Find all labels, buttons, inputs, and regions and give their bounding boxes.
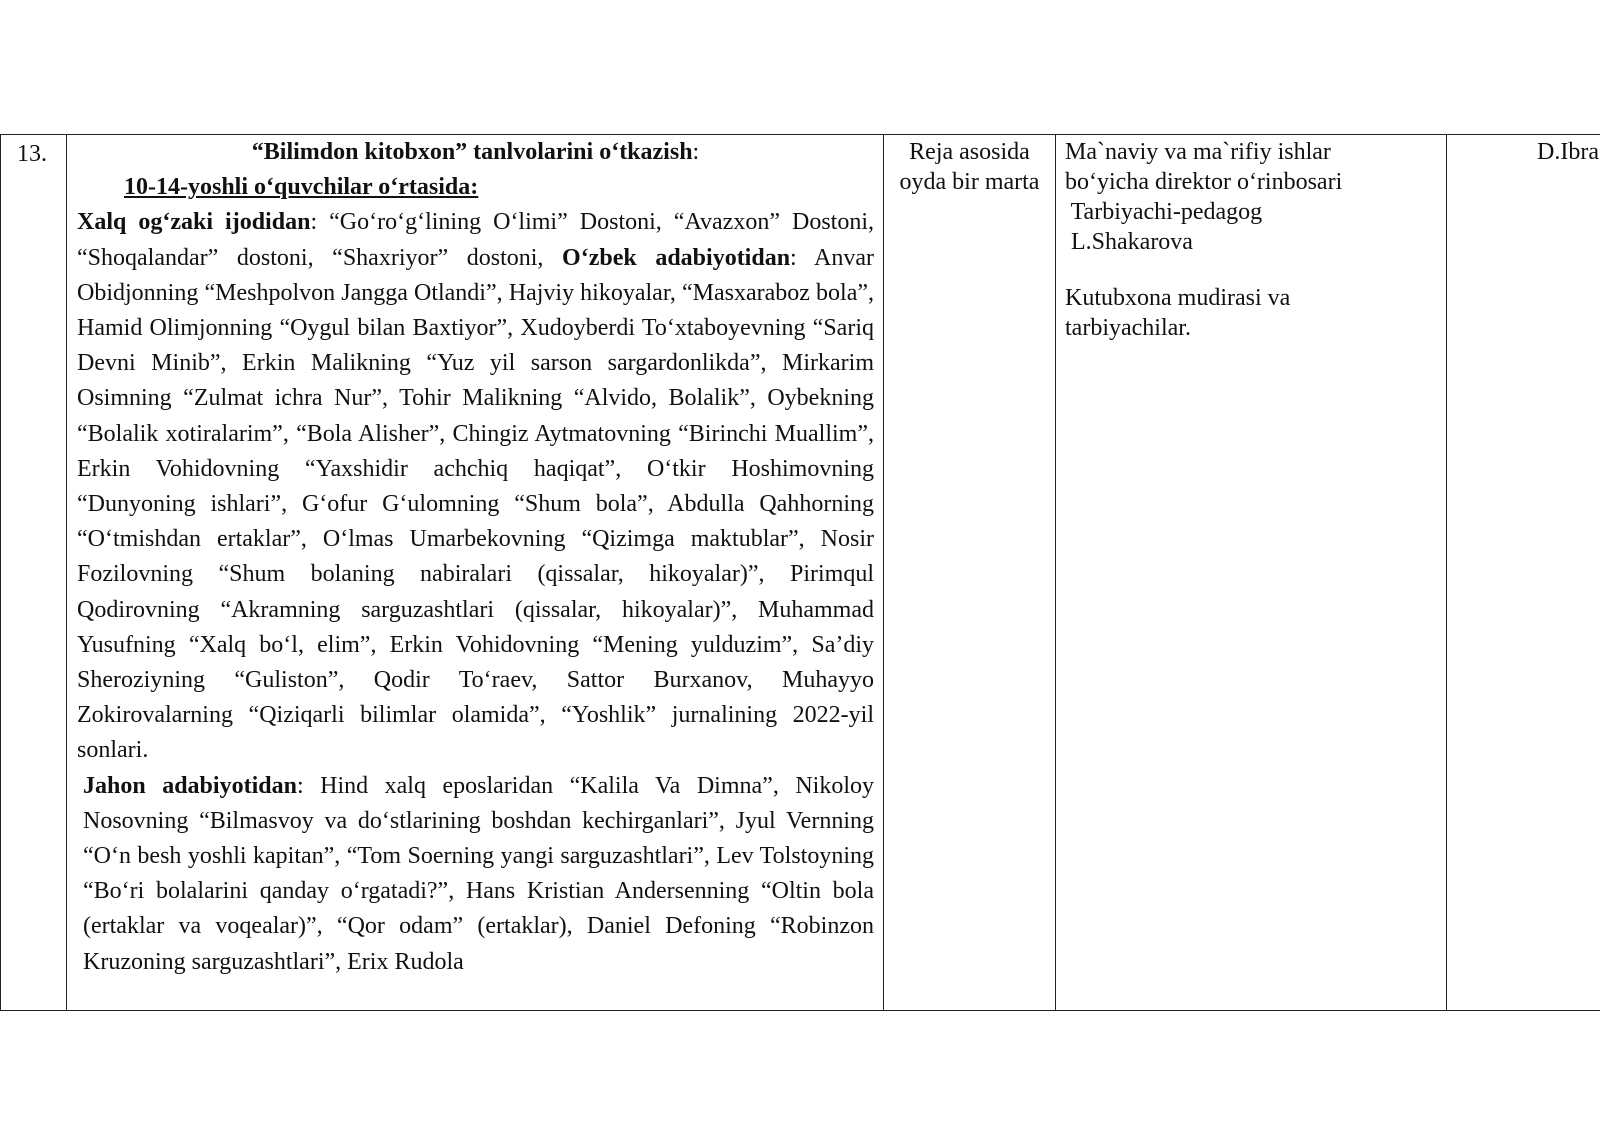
responsible-cell: [1056, 135, 1447, 1010]
responsible-line: L.Shakarova: [1065, 229, 1193, 255]
note-cell: [1447, 135, 1600, 1010]
date-cell: [884, 135, 1056, 1010]
plan-table: [0, 134, 1600, 1011]
content-body: [77, 135, 874, 980]
folklore-label: Xalq og‘zaki ijodidan: [77, 209, 311, 236]
responsible-spacer: [1065, 257, 1342, 283]
responsible-list: [1065, 137, 1342, 343]
world-literature-text: : Hind xalq eposlaridan “Kalila Va Dimna”, Nikoloy Nosovning “Bilmasvoy va do‘stlarining boshdan kechirganlari”, Jyul Vernning “O‘n besh yoshli kapitan”, “Tom Soerning yangi sarguzashtlari”, Lev Tolstoyning “Bo‘ri bolalarini qanday o‘rgatadi?”, Hans Kristian Andersenning “Oltin bola (ertaklar va voqealar)”, “Qor odam” (ertaklar), Daniel Defoning “Robinzon Kruzoning sarguzashtlari”, Erix Rudola: [83, 772, 874, 975]
event-title-text: “Bilimdon kitobxon” tanlvolarini o‘tkazish: [251, 139, 693, 165]
schedule-text: Reja asosida oyda bir marta: [899, 139, 1040, 195]
event-title-colon: :: [692, 139, 700, 165]
uzbek-literature-text: : Anvar Obidjonning “Meshpolvon Jangga Otlandi”, Hajviy hikoyalar, “Masxaraboz bola”, Hamid Olimjonning “Oygul bilan Baxtiyor”, Xudoyberdi To‘xtaboyevning “Sariq Devni Minib”, Erkin Malikning “Yuz yil sarson sargardonlikda”, Mirkarim Osimning “Zulmat ichra Nur”, Tohir Malikning “Alvido, Bolalik”, Oybekning “Bolalik xotiralarim”, “Bola Alisher”, Chingiz Aytmatovning “Birinchi Muallim”, Erkin Vohidovning “Yaxshidir achchiq haqiqat”, O‘tkir Hoshimovning “Dunyoning ishlari”, G‘ofur G‘ulomning “Shum bola”, Abdulla Qahhorning “O‘tmishdan ertaklar”, O‘lmas Umarbekovning “Qizimga maktublar”, Nosir Fozilovning “Shum bolaning nabiralari (qissalar, hikoyalar)”, Pirimqul Qodirovning “Akramning sarguzashtlari (qissalar, hikoyalar)”, Muhammad Yusufning “Xalq bo‘l, elim”, Erkin Vohidovning “Mening yulduzim”, Sa’diy Sheroziyning “Guliston”, Qodir To‘raev, Sattor Burxanov, Muhayyo Zokirovalarning “Qiziqarli bilimlar olamida”, “Yoshlik” jurnalining 2022-yil sonlari.: [77, 244, 874, 764]
uzbek-literature-label: O‘zbek adabiyotidan: [562, 244, 791, 271]
number-cell: [1, 135, 67, 1010]
responsible-line: Ma`naviy va ma`rifiy ishlar: [1065, 139, 1331, 165]
folklore-text: : “Go‘ro‘g‘lining O‘limi” Dostoni, “Avazxon” Dostoni, “Shoqalandar” dostoni, “Shaxriyor” dostoni,: [77, 209, 874, 271]
responsible-line: Tarbiyachi-pedagog: [1065, 199, 1263, 225]
row-number: 13.: [17, 141, 47, 167]
content-cell: [67, 135, 884, 1010]
age-group-subtitle: 10-14-yoshli o‘quvchilar o‘rtasida:: [124, 174, 479, 201]
folklore-paragraph: [77, 205, 874, 768]
world-literature-paragraph: [77, 769, 874, 980]
world-literature-label: Jahon adabiyotidan: [83, 772, 297, 799]
note-text: D.Ibra: [1537, 139, 1599, 165]
responsible-line: Kutubxona mudirasi va: [1065, 285, 1291, 311]
responsible-line: bo‘yicha direktor o‘rinbosari: [1065, 169, 1343, 195]
responsible-line: tarbiyachilar.: [1065, 315, 1191, 341]
event-title: [77, 135, 874, 170]
